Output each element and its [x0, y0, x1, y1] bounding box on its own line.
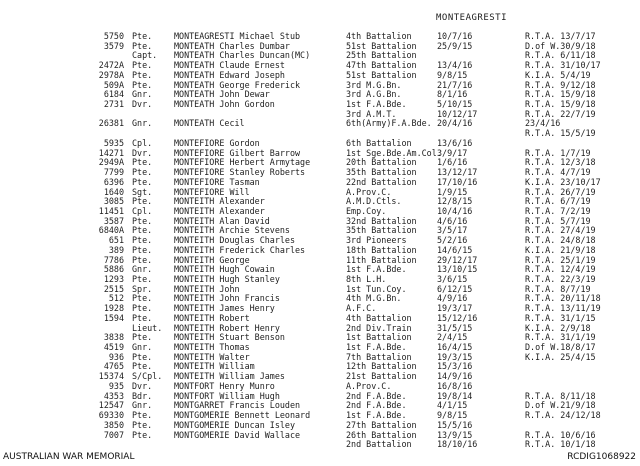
- unit: 2nd F.A.Bde.: [346, 390, 407, 401]
- soldier-name: MONTEATH John Dewar: [174, 89, 270, 100]
- fate: R.T.A. 13/11/19: [525, 303, 601, 314]
- unit: 6th Battalion: [346, 137, 412, 148]
- fate: R.T.A. 31/1/15: [525, 312, 596, 323]
- unit: 21st Battalion: [346, 371, 417, 382]
- service-number: 11451: [98, 205, 124, 216]
- surname-header: MONTEAGRESTI: [436, 13, 508, 23]
- service-number: 3587: [103, 215, 124, 226]
- soldier-name: MONTEATH George Frederick: [174, 79, 301, 90]
- rank: Pte.: [132, 312, 153, 323]
- unit: 25th Battalion: [346, 50, 417, 61]
- service-number: 509A: [103, 79, 124, 90]
- enlistment-date: 4/6/16: [437, 215, 468, 226]
- rank: Pte.: [132, 429, 153, 440]
- enlistment-date: 13/4/16: [437, 60, 473, 71]
- enlistment-date: 14/9/16: [437, 371, 473, 382]
- rank: Dvr.: [132, 380, 153, 391]
- unit: 7th Battalion: [346, 351, 412, 362]
- rank: Pte.: [132, 410, 153, 421]
- fate: R.T.A. 12/4/19: [525, 264, 596, 275]
- unit: 47th Battalion: [346, 60, 417, 71]
- soldier-name: MONTEITH Thomas: [174, 342, 250, 353]
- enlistment-date: 20/4/16: [437, 118, 473, 129]
- rank: Pte.: [132, 31, 153, 41]
- service-number: 512: [108, 293, 124, 304]
- service-number: 389: [108, 244, 124, 255]
- fate: R.T.A. 1/7/19: [525, 147, 591, 158]
- enlistment-date: 15/12/16: [437, 312, 478, 323]
- soldier-name: MONTEITH Stuart Benson: [174, 332, 285, 343]
- rank: Bdr.: [132, 390, 153, 401]
- service-number: 6184: [103, 89, 124, 100]
- enlistment-date: 10/4/16: [437, 205, 473, 216]
- rank: Pte.: [132, 244, 153, 255]
- service-number: 14271: [98, 147, 124, 158]
- soldier-name: MONTEAGRESTI Michael Stub: [174, 31, 301, 41]
- rank: Cpl.: [132, 205, 153, 216]
- unit: 51st Battalion: [346, 40, 417, 51]
- enlistment-date: 9/8/15: [437, 410, 468, 421]
- fate: R.T.A. 15/9/18: [525, 99, 596, 110]
- service-number: 3085: [103, 196, 124, 207]
- rank: Lieut.: [132, 322, 163, 333]
- enlistment-date: 10/7/16: [437, 31, 473, 41]
- service-number: 12547: [98, 400, 124, 411]
- enlistment-date: 14/6/15: [437, 244, 473, 255]
- enlistment-date: 19/3/17: [437, 303, 473, 314]
- enlistment-date: 5/10/15: [437, 99, 473, 110]
- unit: 1st F.A.Bde.: [346, 410, 407, 421]
- unit: 8th L.H.: [346, 274, 387, 284]
- enlistment-date: 16/4/15: [437, 342, 473, 353]
- enlistment-date: 15/3/16: [437, 361, 473, 372]
- soldier-name: MONTGOMERIE David Wallace: [174, 429, 301, 440]
- soldier-name: MONTEATH Cecil: [174, 118, 245, 129]
- enlistment-date: 13/12/17: [437, 167, 478, 178]
- enlistment-date: 29/12/17: [437, 254, 478, 265]
- rank: Pte.: [132, 157, 153, 168]
- service-number: 4765: [103, 361, 124, 372]
- unit: 35th Battalion: [346, 167, 417, 178]
- rank: Capt.: [132, 50, 158, 61]
- rank: Pte.: [132, 196, 153, 207]
- unit: 6th(Army)F.A.Bde.: [346, 118, 432, 129]
- fate: R.T.A. 13/7/17: [525, 31, 596, 41]
- rank: Pte.: [132, 225, 153, 236]
- unit: 1st F.A.Bde.: [346, 342, 407, 353]
- rank: Pte.: [132, 351, 153, 362]
- unit: 1st Sge.Bde.Am.Col.: [346, 147, 442, 158]
- fate: R.T.A. 22/3/19: [525, 274, 596, 284]
- soldier-name: MONTEFIORE Gordon: [174, 137, 260, 148]
- soldier-name: MONTEITH Hugh Cowain: [174, 264, 275, 275]
- service-number: 4519: [103, 342, 124, 353]
- unit: A.Prov.C.: [346, 380, 392, 391]
- rank: Gnr.: [132, 89, 153, 100]
- enlistment-date: 21/7/16: [437, 79, 473, 90]
- fate: K.I.A. 2/9/18: [525, 322, 591, 333]
- fate: R.T.A. 24/8/18: [525, 235, 596, 246]
- soldier-name: MONTEITH Douglas Charles: [174, 235, 296, 246]
- soldier-name: MONTEITH Robert Henry: [174, 322, 280, 333]
- soldier-name: MONTEATH Edward Joseph: [174, 69, 285, 80]
- unit: 4th Battalion: [346, 31, 412, 41]
- service-number: 7007: [103, 429, 124, 440]
- enlistment-date: 4/1/15: [437, 400, 468, 411]
- service-number: 936: [108, 351, 124, 362]
- rank: Pte.: [132, 274, 153, 284]
- rank: Dvr.: [132, 147, 153, 158]
- rank: Pte.: [132, 176, 153, 187]
- soldier-name: MONTEITH Walter: [174, 351, 250, 362]
- fate: D.of W.18/8/17: [525, 342, 596, 353]
- fate: R.T.A. 20/11/18: [525, 293, 601, 304]
- rank: Pte.: [132, 40, 153, 51]
- service-number: 7799: [103, 167, 124, 178]
- enlistment-date: 5/2/16: [437, 235, 468, 246]
- unit: 3rd M.G.Bn.: [346, 79, 402, 90]
- fate: R.T.A. 7/2/19: [525, 205, 591, 216]
- soldier-name: MONTGARRET Francis Louden: [174, 400, 301, 411]
- fate: R.T.A. 4/7/19: [525, 167, 591, 178]
- enlistment-date: 1/9/15: [437, 186, 468, 197]
- fate: R.T.A. 22/7/19: [525, 108, 596, 119]
- unit: 3rd Pioneers: [346, 235, 407, 246]
- enlistment-date: 8/1/16: [437, 89, 468, 100]
- soldier-name: MONTEFIORE Gilbert Barrow: [174, 147, 301, 158]
- soldier-name: MONTEITH Alexander: [174, 205, 265, 216]
- service-number: 2472A: [98, 60, 124, 71]
- service-number: 3579: [103, 40, 124, 51]
- rank: Cpl.: [132, 137, 153, 148]
- soldier-name: MONTEFIORE Will: [174, 186, 250, 197]
- fate: R.T.A. 15/9/18: [525, 89, 596, 100]
- soldier-name: MONTEITH Archie Stevens: [174, 225, 290, 236]
- enlistment-date: 3/9/17: [437, 147, 468, 158]
- enlistment-date: 13/6/16: [437, 137, 473, 148]
- enlistment-date: 2/4/15: [437, 332, 468, 343]
- enlistment-date: 4/9/16: [437, 293, 468, 304]
- enlistment-date: 3/5/17: [437, 225, 468, 236]
- unit: 2nd Battalion: [346, 439, 412, 450]
- service-number: 7786: [103, 254, 124, 265]
- unit: 1st F.A.Bde.: [346, 99, 407, 110]
- service-number: 651: [108, 235, 124, 246]
- soldier-name: MONTEFIORE Tasman: [174, 176, 260, 187]
- unit: 18th Battalion: [346, 244, 417, 255]
- unit: 4th Battalion: [346, 312, 412, 323]
- unit: 20th Battalion: [346, 157, 417, 168]
- unit: 2nd Div.Train: [346, 322, 412, 333]
- unit: 3rd A.G.Bn.: [346, 89, 402, 100]
- soldier-name: MONTFORT Henry Munro: [174, 380, 275, 391]
- rank: Pte.: [132, 303, 153, 314]
- enlistment-date: 3/6/15: [437, 274, 468, 284]
- soldier-name: MONTEITH Robert: [174, 312, 250, 323]
- enlistment-date: 10/12/17: [437, 108, 478, 119]
- footer-record-id: RCDIG1068922: [567, 452, 636, 462]
- rank: Gnr.: [132, 264, 153, 275]
- fate: 23/4/16: [525, 118, 561, 129]
- service-number: 2515: [103, 283, 124, 294]
- unit: A.Prov.C.: [346, 186, 392, 197]
- enlistment-date: 19/3/15: [437, 351, 473, 362]
- unit: 3rd A.M.T.: [346, 108, 397, 119]
- rank: Dvr.: [132, 99, 153, 110]
- fate: R.T.A. 10/1/18: [525, 439, 596, 450]
- unit: 51st Battalion: [346, 69, 417, 80]
- fate: R.T.A. 24/12/18: [525, 410, 601, 421]
- unit: 32nd Battalion: [346, 215, 417, 226]
- unit: 11th Battalion: [346, 254, 417, 265]
- enlistment-date: 25/9/15: [437, 40, 473, 51]
- service-number: 1928: [103, 303, 124, 314]
- unit: 4th M.G.Bn.: [346, 293, 402, 304]
- enlistment-date: 12/8/15: [437, 196, 473, 207]
- service-number: 5750: [103, 31, 124, 41]
- enlistment-date: 18/10/16: [437, 439, 478, 450]
- footer-institution: AUSTRALIAN WAR MEMORIAL: [3, 452, 135, 462]
- rank: Pte.: [132, 69, 153, 80]
- fate: R.T.A. 8/7/19: [525, 283, 591, 294]
- fate: K.I.A. 25/4/15: [525, 351, 596, 362]
- rank: Pte.: [132, 332, 153, 343]
- rank: Pte.: [132, 79, 153, 90]
- enlistment-date: 17/10/16: [437, 176, 478, 187]
- soldier-name: MONTGOMERIE Bennett Leonard: [174, 410, 311, 421]
- service-number: 3850: [103, 419, 124, 430]
- soldier-name: MONTEITH James Henry: [174, 303, 275, 314]
- soldier-name: MONTEFIORE Herbert Armytage: [174, 157, 311, 168]
- soldier-name: MONTEATH Charles Duncan(MC): [174, 50, 311, 61]
- service-number: 1640: [103, 186, 124, 197]
- service-number: 4353: [103, 390, 124, 401]
- unit: 27th Battalion: [346, 419, 417, 430]
- fate: R.T.A. 26/7/19: [525, 186, 596, 197]
- unit: A.F.C.: [346, 303, 377, 314]
- soldier-name: MONTEITH Frederick Charles: [174, 244, 306, 255]
- soldier-name: MONTEITH Hugh Stanley: [174, 274, 280, 284]
- fate: K.I.A. 23/10/17: [525, 176, 601, 187]
- unit: 35th Battalion: [346, 225, 417, 236]
- unit: 26th Battalion: [346, 429, 417, 440]
- service-number: 1293: [103, 274, 124, 284]
- enlistment-date: 19/8/14: [437, 390, 473, 401]
- unit: 22nd Battalion: [346, 176, 417, 187]
- service-number: 15374: [98, 371, 124, 382]
- enlistment-date: 31/5/15: [437, 322, 473, 333]
- service-number: 5935: [103, 137, 124, 148]
- service-number: 3838: [103, 332, 124, 343]
- rank: Gnr.: [132, 118, 153, 129]
- unit: 1st Tun.Coy.: [346, 283, 407, 294]
- service-number: 69330: [98, 410, 124, 421]
- soldier-name: MONTEITH William James: [174, 371, 285, 382]
- rank: Gnr.: [132, 342, 153, 353]
- fate: R.T.A. 31/1/19: [525, 332, 596, 343]
- service-number: 1594: [103, 312, 124, 323]
- soldier-name: MONTEFIORE Stanley Roberts: [174, 167, 306, 178]
- fate: K.I.A. 5/4/19: [525, 69, 591, 80]
- soldier-name: MONTEITH William: [174, 361, 255, 372]
- enlistment-date: 6/12/15: [437, 283, 473, 294]
- rank: Sgt.: [132, 186, 153, 197]
- enlistment-date: 9/8/15: [437, 69, 468, 80]
- footer-bar: [0, 448, 640, 466]
- rank: Pte.: [132, 419, 153, 430]
- fate: D.of W.30/9/18: [525, 40, 596, 51]
- unit: 2nd F.A.Bde.: [346, 400, 407, 411]
- unit: Emp.Coy.: [346, 205, 387, 216]
- soldier-name: MONTEITH John Francis: [174, 293, 280, 304]
- service-number: 26381: [98, 118, 124, 129]
- enlistment-date: 16/8/16: [437, 380, 473, 391]
- service-number: 6396: [103, 176, 124, 187]
- rank: Pte.: [132, 361, 153, 372]
- rank: Pte.: [132, 215, 153, 226]
- soldier-name: MONTEITH George: [174, 254, 250, 265]
- rank: S/Cpl.: [132, 371, 163, 382]
- service-number: 935: [108, 380, 124, 391]
- unit: A.M.D.Ctls.: [346, 196, 402, 207]
- enlistment-date: 1/6/16: [437, 157, 468, 168]
- fate: R.T.A. 5/7/19: [525, 215, 591, 226]
- fate: K.I.A. 21/9/18: [525, 244, 596, 255]
- rank: Pte.: [132, 167, 153, 178]
- soldier-name: MONTEATH Charles Dumbar: [174, 40, 290, 51]
- soldier-name: MONTFORT William Hugh: [174, 390, 280, 401]
- unit: 1st F.A.Bde.: [346, 264, 407, 275]
- enlistment-date: 13/10/15: [437, 264, 478, 275]
- rank: Pte.: [132, 60, 153, 71]
- rank: Spr.: [132, 283, 153, 294]
- fate: R.T.A. 6/11/18: [525, 50, 596, 61]
- rank: Pte.: [132, 254, 153, 265]
- soldier-name: MONTGOMERIE Duncan Isley: [174, 419, 296, 430]
- service-number: 2978A: [98, 69, 124, 80]
- unit: 12th Battalion: [346, 361, 417, 372]
- fate: R.T.A. 25/1/19: [525, 254, 596, 265]
- fate: R.T.A. 9/12/18: [525, 79, 596, 90]
- fate: R.T.A. 31/10/17: [525, 60, 601, 71]
- rank: Pte.: [132, 293, 153, 304]
- soldier-name: MONTEITH John: [174, 283, 240, 294]
- rank: Pte.: [132, 235, 153, 246]
- enlistment-date: 13/9/15: [437, 429, 473, 440]
- enlistment-date: 15/5/16: [437, 419, 473, 430]
- fate: D.of W.21/9/18: [525, 400, 596, 411]
- rank: Gnr.: [132, 400, 153, 411]
- fate: R.T.A. 27/4/19: [525, 225, 596, 236]
- soldier-name: MONTEITH Alexander: [174, 196, 265, 207]
- soldier-name: MONTEATH John Gordon: [174, 99, 275, 110]
- service-number: 2731: [103, 99, 124, 110]
- service-number: 5886: [103, 264, 124, 275]
- fate: R.T.A. 12/3/18: [525, 157, 596, 168]
- soldier-name: MONTEITH Alan David: [174, 215, 270, 226]
- fate: R.T.A. 15/5/19: [525, 128, 596, 139]
- fate: R.T.A. 8/11/18: [525, 390, 596, 401]
- fate: R.T.A. 10/6/16: [525, 429, 596, 440]
- service-number: 6840A: [98, 225, 124, 236]
- service-number: 2949A: [98, 157, 124, 168]
- soldier-name: MONTEATH Claude Ernest: [174, 60, 285, 71]
- fate: R.T.A. 6/7/19: [525, 196, 591, 207]
- unit: 1st Battalion: [346, 332, 412, 343]
